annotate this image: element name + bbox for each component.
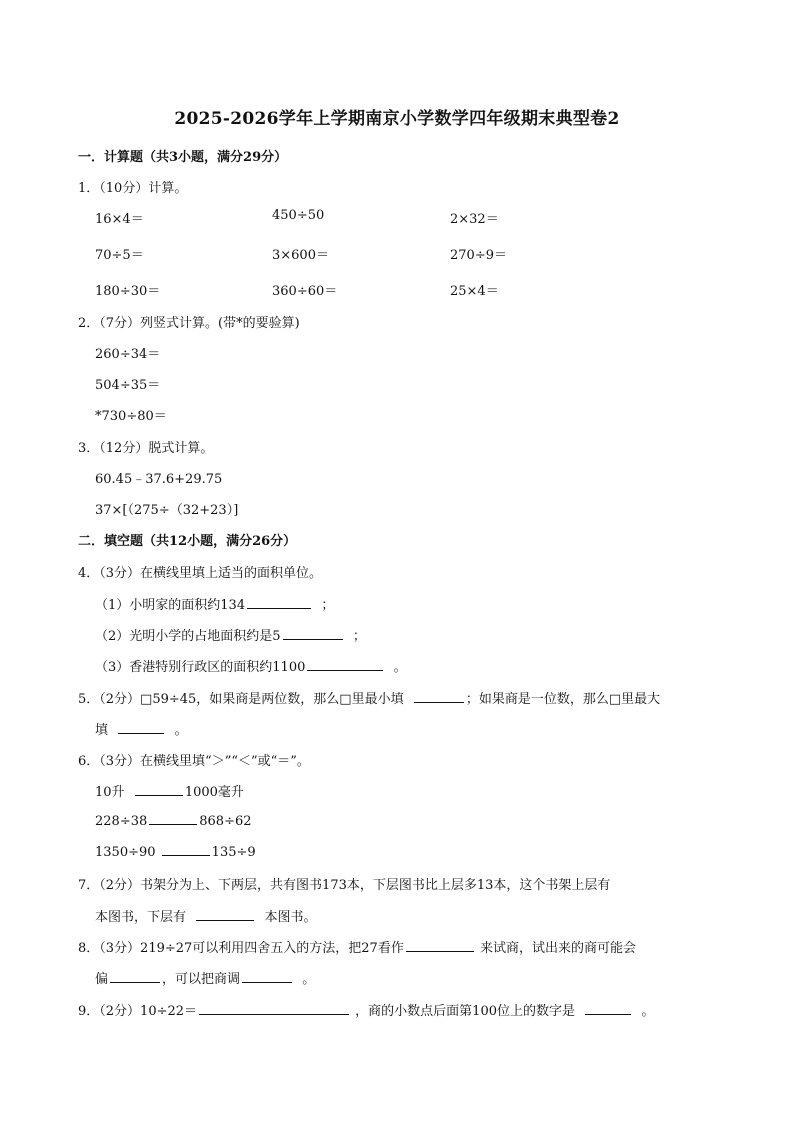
q4-sub-3: （3）香港特别行政区的面积约1100 。 <box>95 660 407 675</box>
answer-blank[interactable] <box>118 721 164 734</box>
answer-blank[interactable] <box>196 908 254 921</box>
answer-blank[interactable] <box>283 627 343 640</box>
q4-sub-2: （2）光明小学的占地面积约是5 ； <box>95 629 366 644</box>
answer-blank[interactable] <box>110 970 160 983</box>
answer-blank[interactable] <box>135 783 183 796</box>
q1-item: 360÷60＝ <box>272 284 338 299</box>
q6-compare-2: 228÷38 868÷62 <box>95 814 252 829</box>
section-2-heading: 二．填空题（共12小题，满分26分） <box>78 534 297 549</box>
q1-item: 450÷50 <box>272 208 325 223</box>
q2-item: 504÷35＝ <box>95 378 161 393</box>
q4-sub-1: （1）小明家的面积约134 ； <box>95 598 335 613</box>
q1-item: 270÷9＝ <box>450 248 507 263</box>
answer-blank[interactable] <box>162 843 210 856</box>
question-7-line-1: 7．（2分）书架分为上、下两层，共有图书173本，下层图书比上层多13本，这个书架上层有 <box>78 878 611 893</box>
q2-item: *730÷80＝ <box>95 409 167 424</box>
exam-title: 2025-2026学年上学期南京小学数学四年级期末典型卷2 <box>174 109 620 129</box>
q1-item: 16×4＝ <box>95 212 144 227</box>
question-8-line-1: 8．（3分）219÷27可以利用四舍五入的方法，把27看作 来试商，试出来的商可能会 <box>78 941 636 956</box>
answer-blank[interactable] <box>247 596 311 609</box>
q1-item: 70÷5＝ <box>95 248 144 263</box>
q1-item: 25×4＝ <box>450 284 499 299</box>
question-2-stem: 2．（7分）列竖式计算。(带*的要验算) <box>78 316 300 331</box>
q3-item: 37×[（275÷（32+23）] <box>95 503 239 518</box>
question-6-stem: 6．（3分）在横线里填“＞”“＜”或“＝”。 <box>78 754 310 769</box>
q1-item: 2×32＝ <box>450 212 499 227</box>
answer-blank[interactable] <box>307 658 383 671</box>
question-9: 9．（2分）10÷22＝ ，商的小数点后面第100位上的数字是 。 <box>78 1004 655 1019</box>
answer-blank[interactable] <box>585 1002 631 1015</box>
question-4-stem: 4．（3分）在横线里填上适当的面积单位。 <box>78 566 323 581</box>
answer-blank[interactable] <box>414 690 464 703</box>
question-8-line-2: 偏 ，可以把商调 。 <box>95 972 316 987</box>
question-5-line-2: 填 。 <box>95 723 188 738</box>
question-3-stem: 3．（12分）脱式计算。 <box>78 441 214 456</box>
q1-item: 3×600＝ <box>272 248 329 263</box>
q3-item: 60.45﹣37.6+29.75 <box>95 472 223 487</box>
q2-item: 260÷34＝ <box>95 347 161 362</box>
question-1-stem: 1．（10分）计算。 <box>78 181 188 196</box>
answer-blank[interactable] <box>199 1002 349 1015</box>
question-7-line-2: 本图书，下层有 本图书。 <box>95 910 317 925</box>
q1-item: 180÷30＝ <box>95 284 161 299</box>
answer-blank[interactable] <box>149 812 197 825</box>
answer-blank[interactable] <box>406 939 474 952</box>
answer-blank[interactable] <box>242 970 292 983</box>
question-5-line-1: 5．（2分）□59÷45，如果商是两位数，那么□里最小填 ；如果商是一位数，那么□里最大 <box>78 692 661 707</box>
q6-compare-3: 1350÷90 135÷9 <box>95 845 256 860</box>
q6-compare-1: 10升 1000毫升 <box>95 785 244 800</box>
section-1-heading: 一．计算题（共3小题，满分29分） <box>78 150 288 165</box>
